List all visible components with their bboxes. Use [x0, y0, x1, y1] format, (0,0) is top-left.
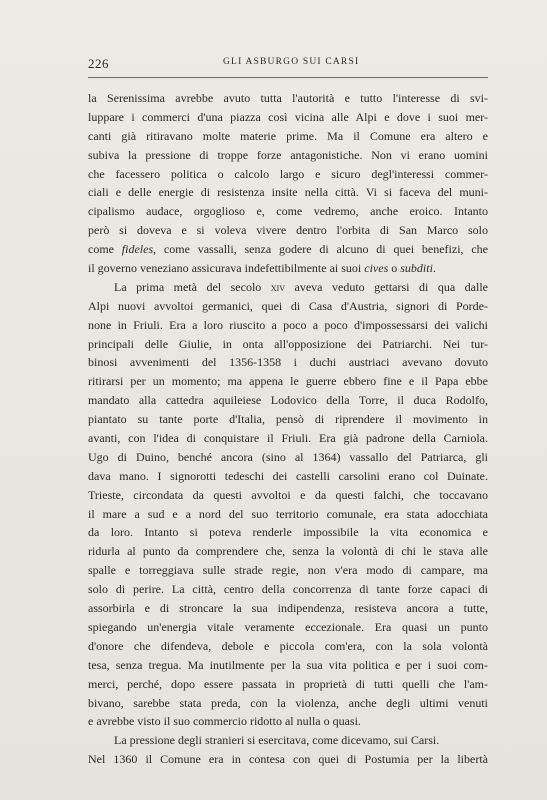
- text-line: [88, 599, 488, 618]
- text-line: [88, 694, 488, 713]
- text-line: [88, 89, 488, 108]
- text-line: [88, 750, 488, 769]
- text-segment: ritirarsi per un momento; ma appena le guerre ebbero fine e il Papa ebbe: [88, 374, 488, 389]
- text-segment: bivano, sarebbe stata preda, con la violenza, anche degli ultimi venuti: [88, 695, 488, 710]
- text-segment: da loro. Intanto si poteva renderle impossibile la vita economica e: [88, 525, 488, 540]
- text-segment: il governo veneziano assicurava indefettibilmente ai suoi: [88, 261, 365, 276]
- text-line: [88, 505, 488, 524]
- italic-word: cives: [364, 261, 389, 276]
- text-segment: Trieste, circondata da questi avvoltoi e da questi falchi, che toccavano: [88, 487, 488, 502]
- text-segment: che facessero politica o calcolo largo e sicuro degl'interessi commer-: [88, 166, 488, 181]
- text-segment: .: [432, 261, 436, 276]
- running-title: GLI ASBURGO SUI CARSI: [223, 57, 360, 67]
- text-line: [88, 127, 488, 146]
- text-line: [88, 372, 488, 391]
- text-line: [88, 391, 488, 410]
- text-segment: e avrebbe visto il suo commercio ridotto al nulla o quasi.: [88, 714, 361, 729]
- text-segment: La prima metà del secolo: [114, 279, 271, 294]
- roman-numeral: xiv: [270, 279, 286, 294]
- text-segment: d'onore che difendeva, debole e piccola com'era, con la sola volontà: [88, 638, 488, 653]
- text-line: [88, 542, 488, 561]
- text-segment: piantato su tante porte d'Italia, pensò di riprendere il movimento in: [88, 412, 488, 427]
- text-line: [88, 146, 488, 165]
- text-line: [88, 335, 488, 354]
- text-line: [88, 221, 488, 240]
- text-line: [88, 297, 488, 316]
- text-line: [88, 410, 488, 429]
- text-segment: la Serenissima avrebbe avuto tutta l'autorità e tutto l'interesse di svi-: [88, 91, 488, 105]
- text-segment: none in Friuli. Era a loro riuscito a poco a poco d'impossessarsi dei valichi: [88, 317, 488, 332]
- text-segment: binosi avvenimenti del 1356-1358 i duchi austriaci avevano dovuto: [88, 355, 488, 370]
- text-segment: luppare i commerci d'una piazza così vicina alle Alpi e dove i suoi mer-: [88, 109, 488, 124]
- italic-word: fideles: [121, 242, 154, 257]
- text-line: [88, 486, 488, 505]
- text-segment: dava mano. I signorotti tedeschi dei castelli carsolini erano col Duinate.: [88, 468, 488, 483]
- text-segment: cipalismo audace, orgoglioso e, come vedremo, anche eroico. Intanto: [88, 204, 488, 219]
- text-segment: tesa, senza tregua. Ma inutilmente per la sua vita politica e per i suoi com-: [88, 657, 488, 672]
- text-segment: subiva la pressione di troppe forze antagonistiche. Non vi erano uomini: [88, 147, 488, 162]
- text-line: [88, 637, 488, 656]
- text-line: [88, 467, 488, 486]
- text-line: [88, 165, 488, 184]
- text-segment: Ugo di Duino, benché ancora (sino al 1364) vassallo del Patriarca, gli: [88, 449, 488, 464]
- page-number: 226: [88, 56, 109, 71]
- text-line: [88, 523, 488, 542]
- text-segment: spalle e torreggiava sulle strade regie, non v'era modo di campare, ma: [88, 563, 488, 578]
- text-line: [88, 656, 488, 675]
- text-segment: La pressione degli stranieri si esercitava, come dicevamo, sui Carsi.: [114, 733, 440, 748]
- text-segment: come: [88, 242, 122, 257]
- text-line: [88, 259, 488, 278]
- text-line: [88, 561, 488, 580]
- text-line: [88, 712, 488, 731]
- text-segment: Nel 1360 il Comune era in contesa con quei di Postumia per la libertà: [88, 752, 488, 767]
- page-header: [88, 56, 488, 72]
- text-segment: ridurla al punto da comprendere che, senza la volontà di chi le stava alle: [88, 544, 488, 559]
- text-line: [88, 240, 488, 259]
- text-segment: , come vassalli, senza godere di alcuno di quei benefizi, che: [153, 242, 488, 257]
- text-segment: aveva veduto gettarsi di qua dalle: [285, 279, 488, 294]
- text-segment: assorbirla e di stroncare la sua indipendenza, resisteva ancora a tutte,: [88, 601, 488, 616]
- text-segment: avanti, con l'idea di conquistare il Friuli. Era già padrone della Carniola.: [88, 431, 488, 446]
- text-line: [88, 618, 488, 637]
- text-line: [88, 429, 488, 448]
- text-line: [88, 731, 488, 750]
- italic-word: subditi: [400, 261, 433, 276]
- text-segment: o: [388, 261, 401, 276]
- text-line: [88, 278, 488, 297]
- body-text: [88, 89, 488, 769]
- text-segment: il mare a sud e a nord del suo territorio comunale, era stata adocchiata: [88, 506, 488, 521]
- text-line: [88, 580, 488, 599]
- text-segment: canti già ritiravano molte materie prime. Ma il Comune era altero e: [88, 128, 488, 143]
- text-line: [88, 675, 488, 694]
- text-line: [88, 183, 488, 202]
- text-segment: principali delle Giulie, in onta all'opposizione dei Patriarchi. Nei tur-: [88, 336, 488, 351]
- text-line: [88, 108, 488, 127]
- text-segment: però si doveva e si voleva vivere dentro l'orbita di San Marco solo: [88, 223, 488, 238]
- text-segment: spiegando un'energia vitale veramente eccezionale. Era quasi un punto: [88, 619, 488, 634]
- text-segment: Alpi nuovi avvoltoi germanici, quei di Casa d'Austria, signori di Porde-: [88, 298, 488, 313]
- text-segment: ciali e delle energie di resistenza insite nella città. Vi si faceva del muni-: [88, 185, 488, 200]
- text-line: [88, 202, 488, 221]
- header-rule: [88, 77, 488, 78]
- text-line: [88, 448, 488, 467]
- text-line: [88, 353, 488, 372]
- text-line: [88, 316, 488, 335]
- text-segment: solo di perire. La città, centro della concorrenza di tante forze capaci di: [88, 582, 488, 597]
- text-segment: merci, perché, dopo essere passata in proprietà di tutti quelli che l'am-: [88, 676, 488, 691]
- text-segment: mandato alla cattedra aquileiese Lodovico della Torre, il duca Rodolfo,: [88, 393, 488, 408]
